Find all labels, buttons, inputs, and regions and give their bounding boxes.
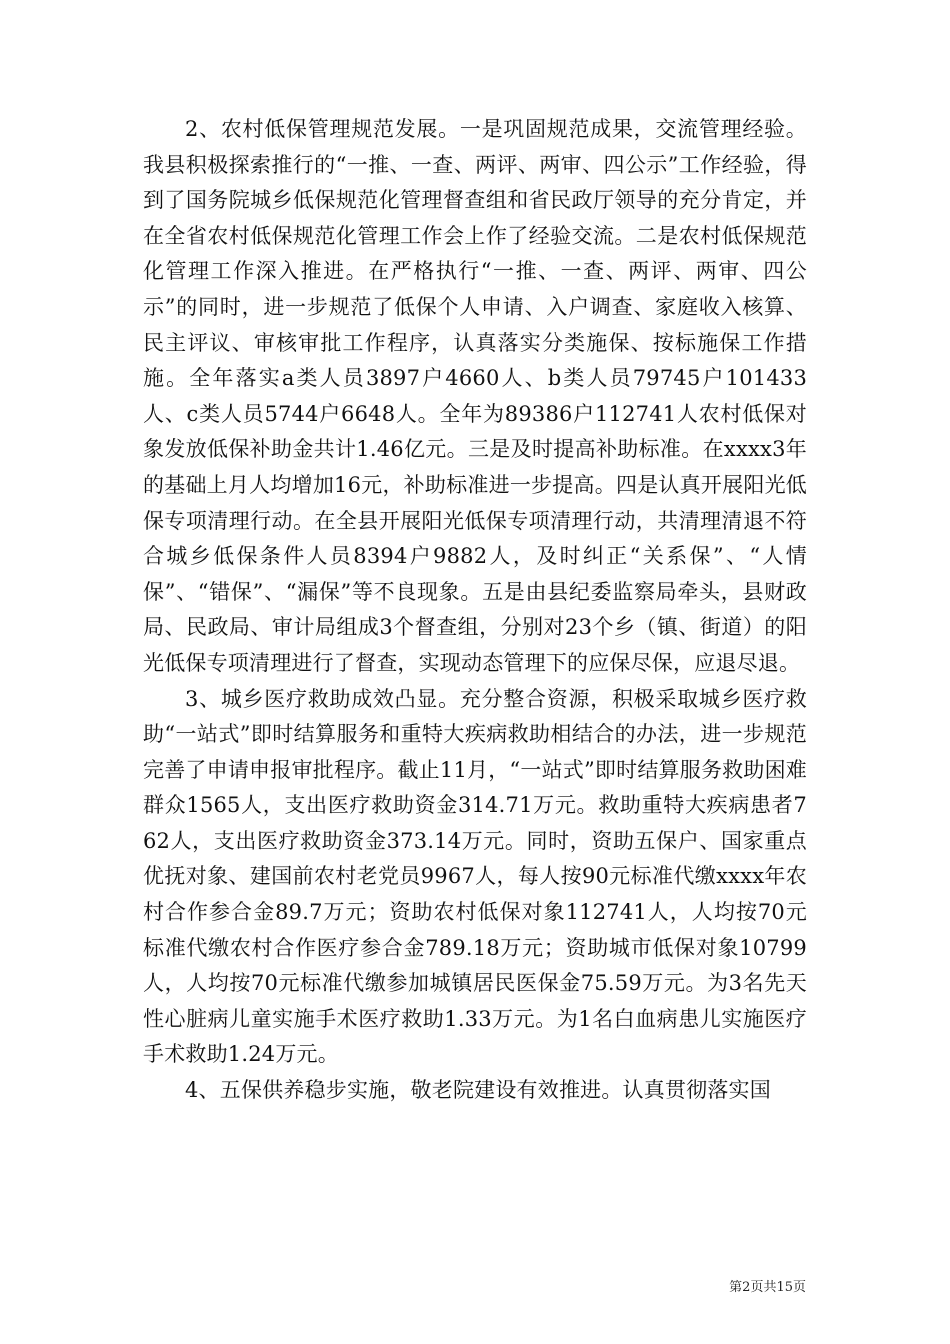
paragraph-five-guarantees: 4、五保供养稳步实施，敬老院建设有效推进。认真贯彻落实国 [185, 1078, 771, 1103]
page-number: 第2页共15页 [729, 1280, 806, 1295]
document-body [143, 112, 807, 1109]
paragraph-medical-assistance: 3、城乡医疗救助成效凸显。充分整合资源，积极采取城乡医疗救助“一站式”即时结算服务和重特大疾病救助相结合的办法，进一步规范完善了申请申报审批程序。截止11月，“一站式”即时结算服务救助困难群众1565人，支出医疗救助资金314.71万元。救助重特大疾病患者762人，支出医疗救助资金373.14万元。同时，资助五保户、国家重点优抚对象、建国前农村老党员9967人，每人按90元标准代缴xxxx年农村合作参合金89.7万元；资助农村低保对象112741人，人均按70元标准代缴农村合作医疗参合金789.18万元；资助城市低保对象10799人，人均按70元标准代缴参加城镇居民医保金75.59万元。为3名先天性心脏病儿童实施手术医疗救助1.33万元。为1名白血病患儿实施医疗手术救助1.24万元。 [143, 686, 807, 1067]
paragraph-rural-subsistence: 2、农村低保管理规范发展。一是巩固规范成果，交流管理经验。我县积极探索推行的“一推、一查、两评、两审、四公示”工作经验，得到了国务院城乡低保规范化管理督查组和省民政厅领导的充分肯定，并在全省农村低保规范化管理工作会上作了经验交流。二是农村低保规范化管理工作深入推进。在严格执行“一推、一查、两评、两审、四公示”的同时，进一步规范了低保个人申请、入户调查、家庭收入核算、民主评议、审核审批工作程序，认真落实分类施保、按标施保工作措施。全年落实a类人员3897户4660人、b类人员79745户101433人、c类人员5744户6648人。全年为89386户112741人农村低保对象发放低保补助金共计1.46亿元。三是及时提高补助标准。在xxxx3年的基础上月人均增加16元，补助标准进一步提高。四是认真开展阳光低保专项清理行动。在全县开展阳光低保专项清理行动，共清理清退不符合城乡低保条件人员8394户9882人，及时纠正“关系保”、“人情保”、“错保”、“漏保”等不良现象。五是由县纪委监察局牵头，县财政局、民政局、审计局组成3个督查组，分别对23个乡（镇、街道）的阳光低保专项清理进行了督查，实现动态管理下的应保尽保，应退尽退。 [143, 117, 807, 675]
